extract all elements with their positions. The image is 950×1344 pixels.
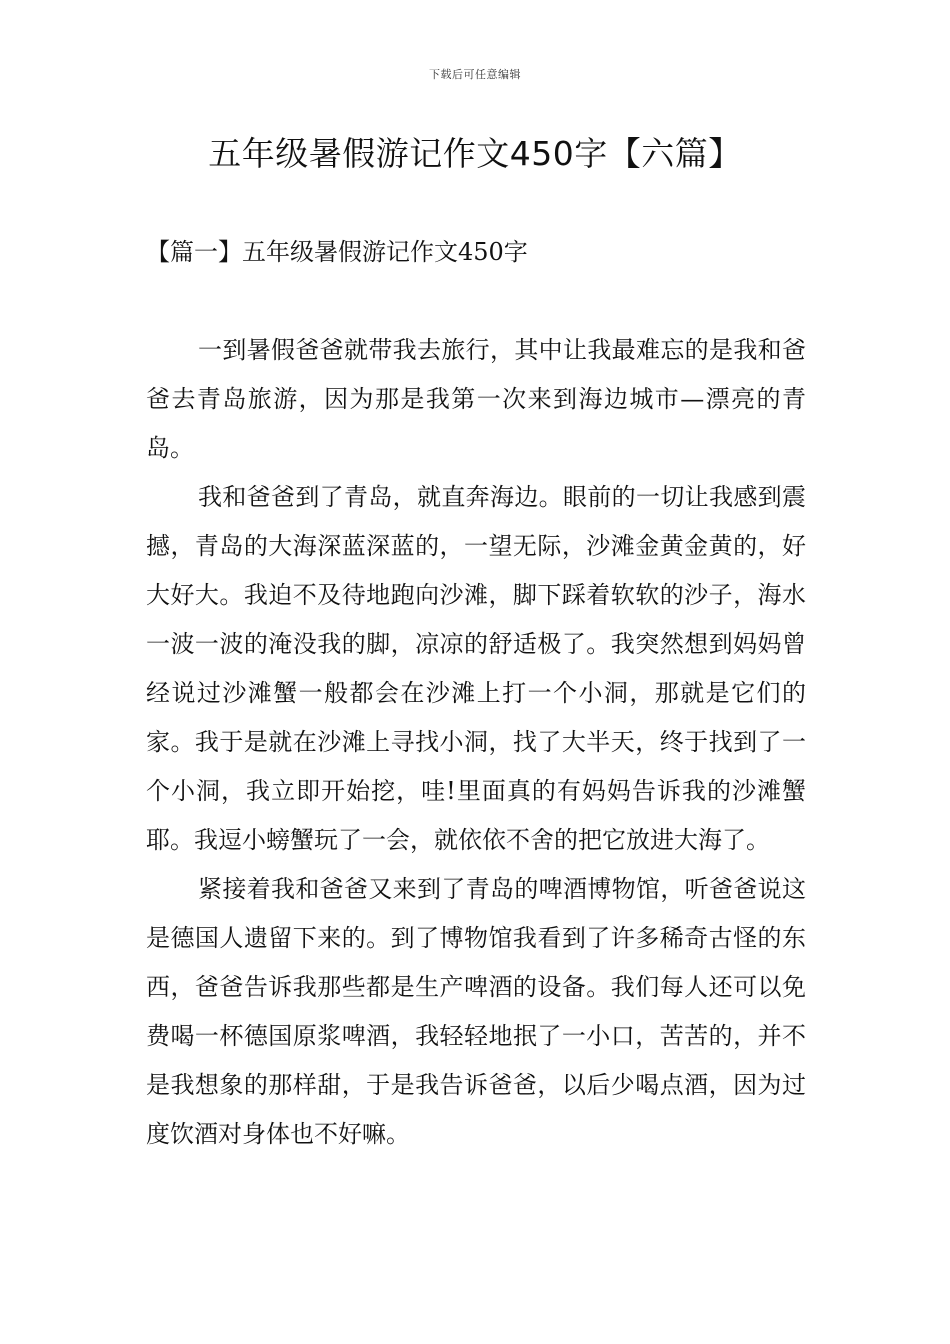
paragraph-2: 我和爸爸到了青岛，就直奔海边。眼前的一切让我感到震撼，青岛的大海深蓝深蓝的，一望无际，沙滩金黄金黄的，好大好大。我迫不及待地跑向沙滩，脚下踩着软软的沙子，海水一波一波的淹没我的脚，凉凉的舒适极了。我突然想到妈妈曾经说过沙滩蟹一般都会在沙滩上打一个小洞，那就是它们的家。我于是就在沙滩上寻找小洞，找了大半天，终于找到了一个小洞，我立即开始挖，哇!里面真的有妈妈告诉我的沙滩蟹耶。我逗小螃蟹玩了一会，就依依不舍的把它放进大海了。 xyxy=(146,483,806,854)
paragraph-3: 紧接着我和爸爸又来到了青岛的啤酒博物馆，听爸爸说这是德国人遗留下来的。到了博物馆我看到了许多稀奇古怪的东西，爸爸告诉我那些都是生产啤酒的设备。我们每人还可以免费喝一杯德国原浆啤酒，我轻轻地抿了一小口，苦苦的，并不是我想象的那样甜，于是我告诉爸爸，以后少喝点酒，因为过度饮酒对身体也不好嘛。 xyxy=(146,875,806,1148)
section-heading: 【篇一】五年级暑假游记作文450字 xyxy=(146,238,528,266)
page-title: 五年级暑假游记作文450字【六篇】 xyxy=(208,134,742,173)
paragraph-1: 一到暑假爸爸就带我去旅行，其中让我最难忘的是我和爸爸去青岛旅游，因为那是我第一次来到海边城市—漂亮的青岛。 xyxy=(146,336,806,462)
header-note: 下载后可任意编辑 xyxy=(429,68,521,81)
article-body xyxy=(146,326,806,1159)
